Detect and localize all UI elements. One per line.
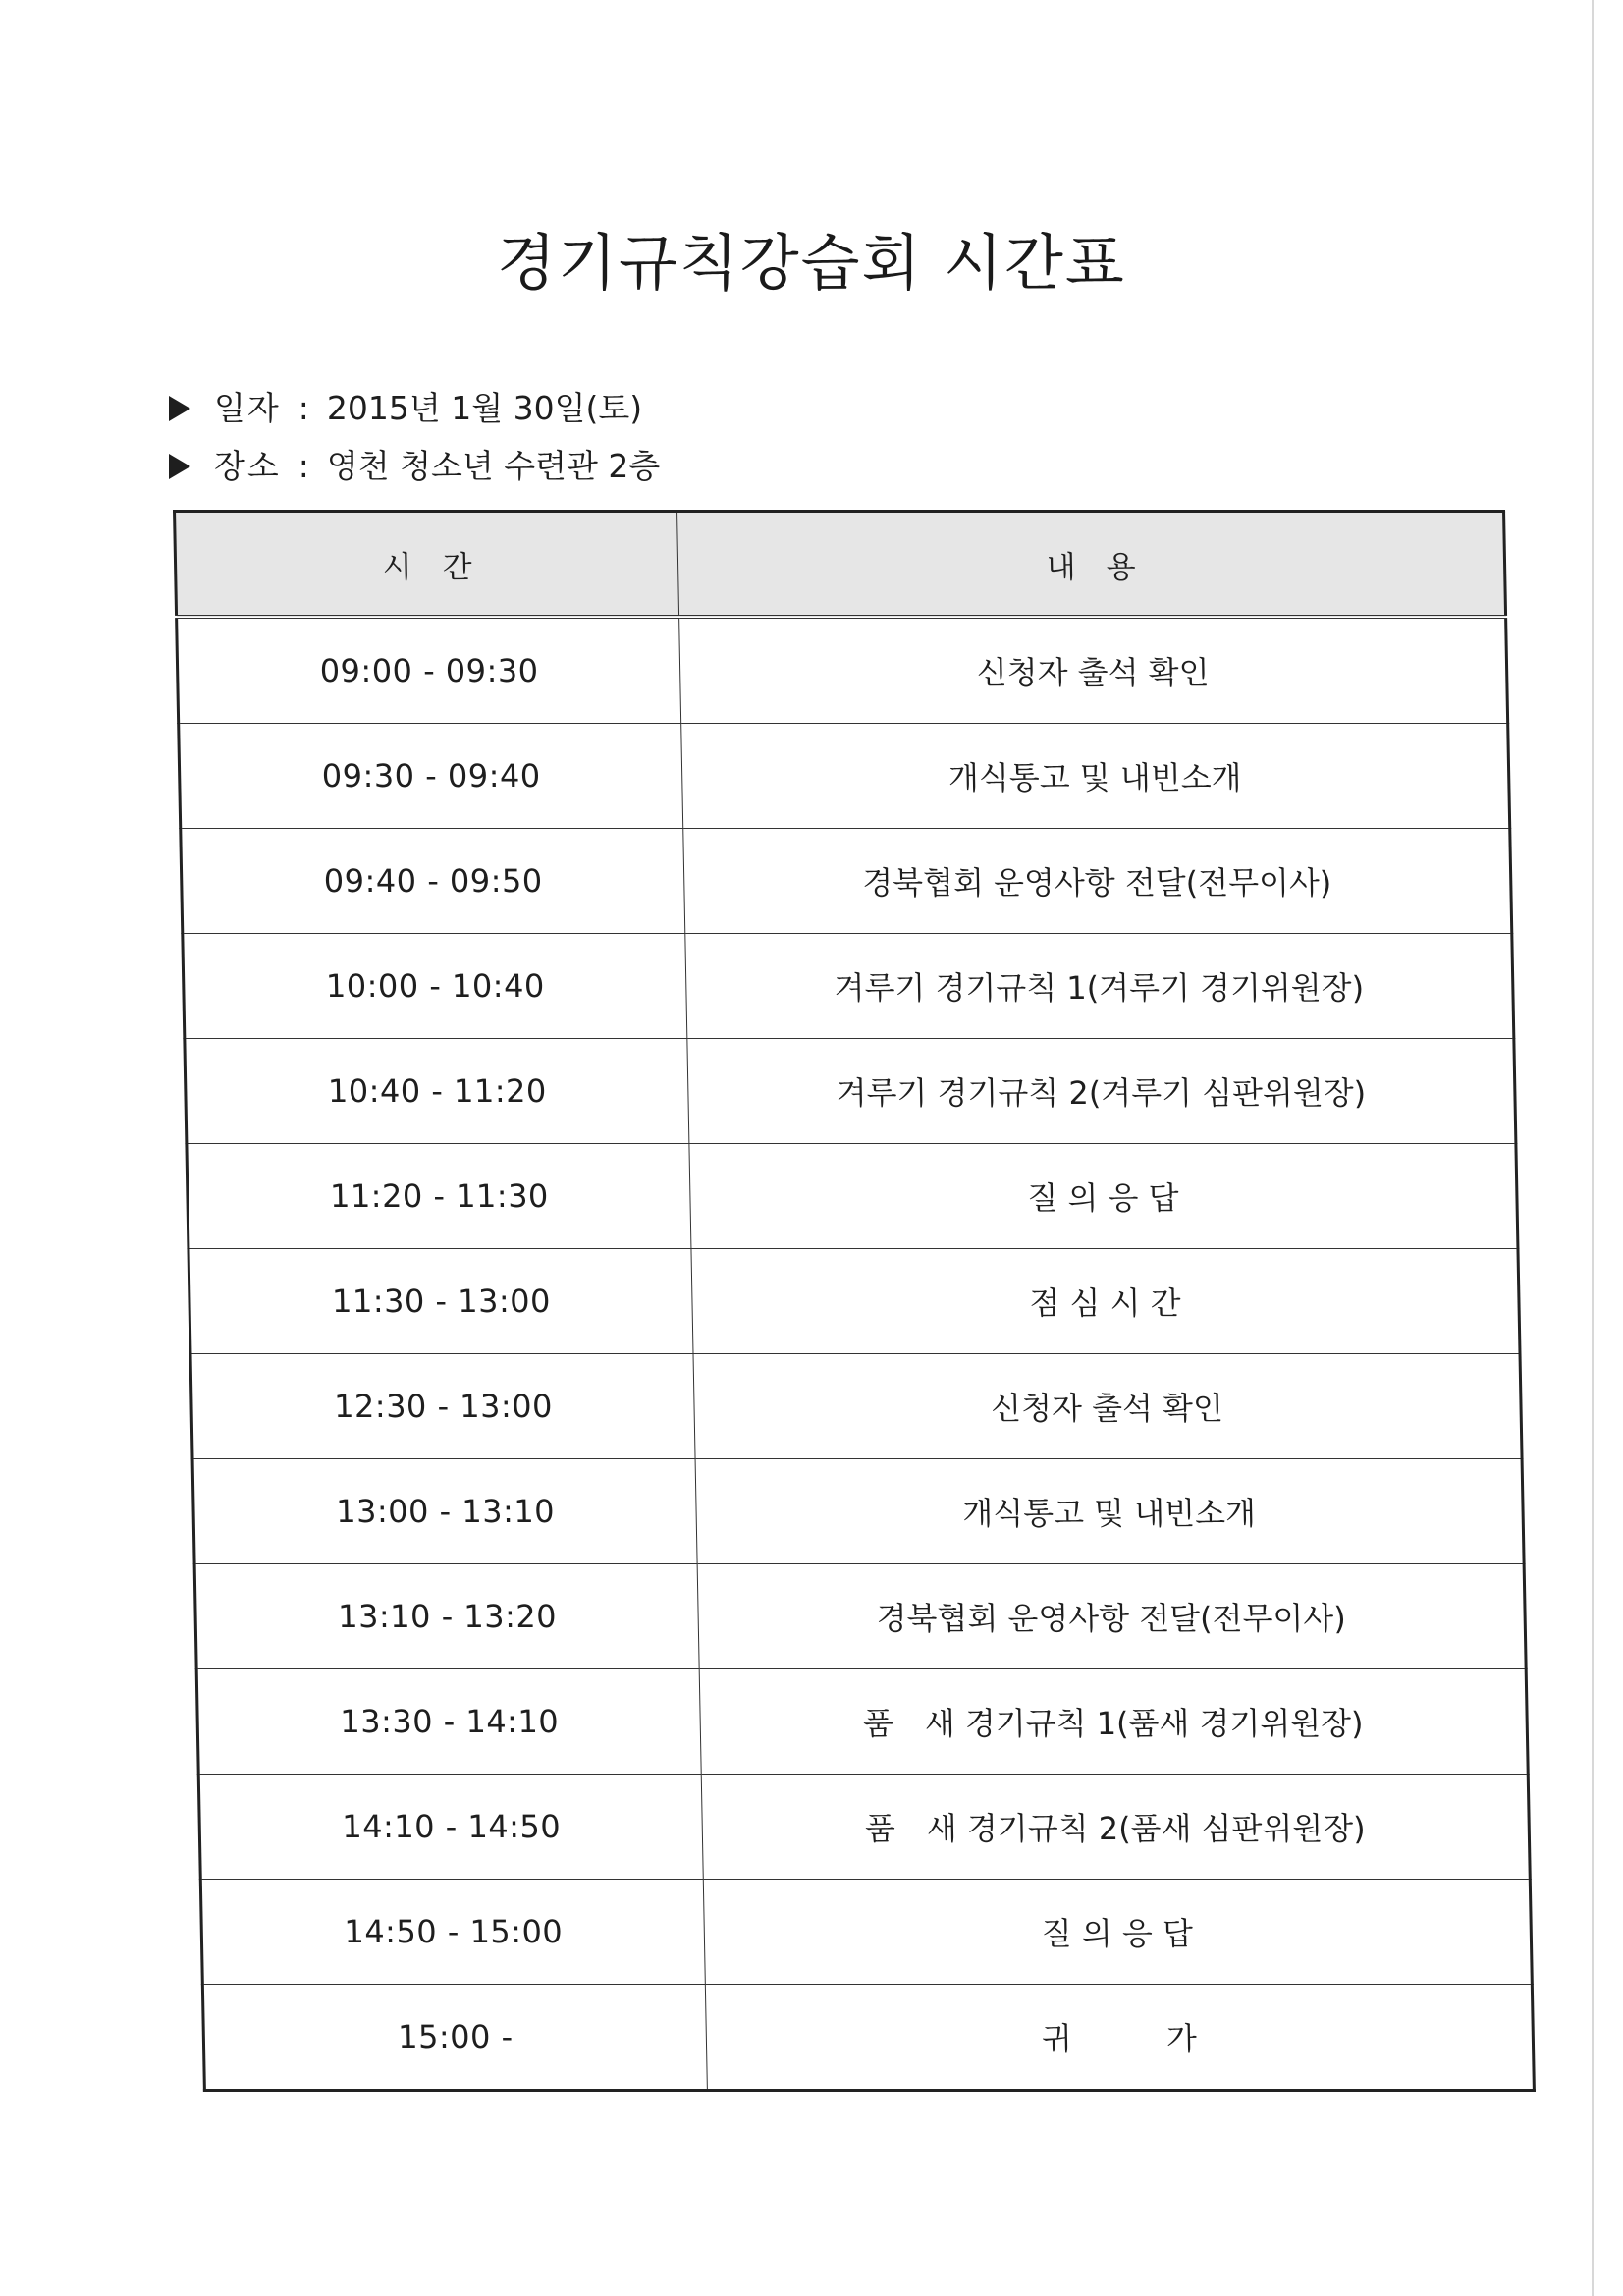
table-row	[187, 1144, 1518, 1249]
place-label: 장소	[214, 447, 281, 485]
table-row	[189, 1249, 1520, 1354]
table-row	[190, 1354, 1522, 1459]
row-time: 11:30 - 13:00	[189, 1249, 693, 1354]
row-content: 경북협회 운영사항 전달(전무이사)	[683, 829, 1512, 934]
row-content: 겨루기 경기규칙 2(겨루기 심판위원장)	[687, 1039, 1516, 1144]
row-content: 개식통고 및 내빈소개	[695, 1459, 1524, 1564]
event-date-line	[169, 386, 642, 431]
row-content: 겨루기 경기규칙 1(겨루기 경기위원장)	[685, 934, 1514, 1039]
row-content: 경북협회 운영사항 전달(전무이사)	[697, 1564, 1526, 1669]
row-time: 13:10 - 13:20	[194, 1564, 699, 1669]
table-row	[177, 617, 1508, 724]
row-time: 09:40 - 09:50	[181, 829, 685, 934]
event-place-line	[169, 444, 660, 489]
row-time: 14:50 - 15:00	[200, 1880, 705, 1985]
row-time: 11:20 - 11:30	[187, 1144, 691, 1249]
place-value: 영천 청소년 수련관 2층	[326, 447, 661, 485]
row-time: 10:40 - 11:20	[185, 1039, 689, 1144]
header-time: 시 간	[175, 512, 679, 618]
table-row	[179, 724, 1510, 829]
row-content: 신청자 출석 확인	[693, 1354, 1522, 1459]
table-header-row	[175, 512, 1506, 618]
table-row	[198, 1775, 1530, 1880]
table-row	[192, 1459, 1524, 1564]
triangle-bullet-icon	[169, 454, 190, 479]
row-time: 15:00 -	[202, 1985, 707, 2091]
row-content: 품 새 경기규칙 2(품새 심판위원장)	[701, 1775, 1530, 1880]
row-time: 14:10 - 14:50	[198, 1775, 703, 1880]
row-content: 신청자 출석 확인	[679, 617, 1508, 724]
schedule-table	[173, 510, 1536, 2092]
row-time: 09:30 - 09:40	[179, 724, 683, 829]
table-row	[194, 1564, 1526, 1669]
row-time: 10:00 - 10:40	[183, 934, 687, 1039]
row-time: 13:00 - 13:10	[192, 1459, 697, 1564]
table-row	[181, 829, 1512, 934]
row-content: 개식통고 및 내빈소개	[681, 724, 1510, 829]
triangle-bullet-icon	[169, 396, 190, 421]
table-row	[196, 1669, 1528, 1775]
table-row	[183, 934, 1514, 1039]
row-time: 12:30 - 13:00	[190, 1354, 695, 1459]
date-label: 일자	[214, 389, 281, 427]
date-value: 2015년 1월 30일(토)	[326, 389, 643, 427]
table-row	[200, 1880, 1532, 1985]
row-content: 질 의 응 답	[689, 1144, 1518, 1249]
row-content: 품 새 경기규칙 1(품새 경기위원장)	[699, 1669, 1528, 1775]
table-row	[185, 1039, 1516, 1144]
row-time: 13:30 - 14:10	[196, 1669, 701, 1775]
date-colon: :	[298, 389, 309, 427]
row-content: 점 심 시 간	[691, 1249, 1520, 1354]
row-content: 질 의 응 답	[703, 1880, 1532, 1985]
table-row	[202, 1985, 1534, 2091]
place-colon: :	[298, 447, 309, 485]
scan-page-edge	[1592, 0, 1594, 2296]
header-content: 내 용	[677, 512, 1506, 618]
row-time: 09:00 - 09:30	[177, 617, 681, 724]
row-content: 귀 가	[705, 1985, 1534, 2091]
page-title: 경기규칙강습회 시간표	[497, 227, 1126, 299]
